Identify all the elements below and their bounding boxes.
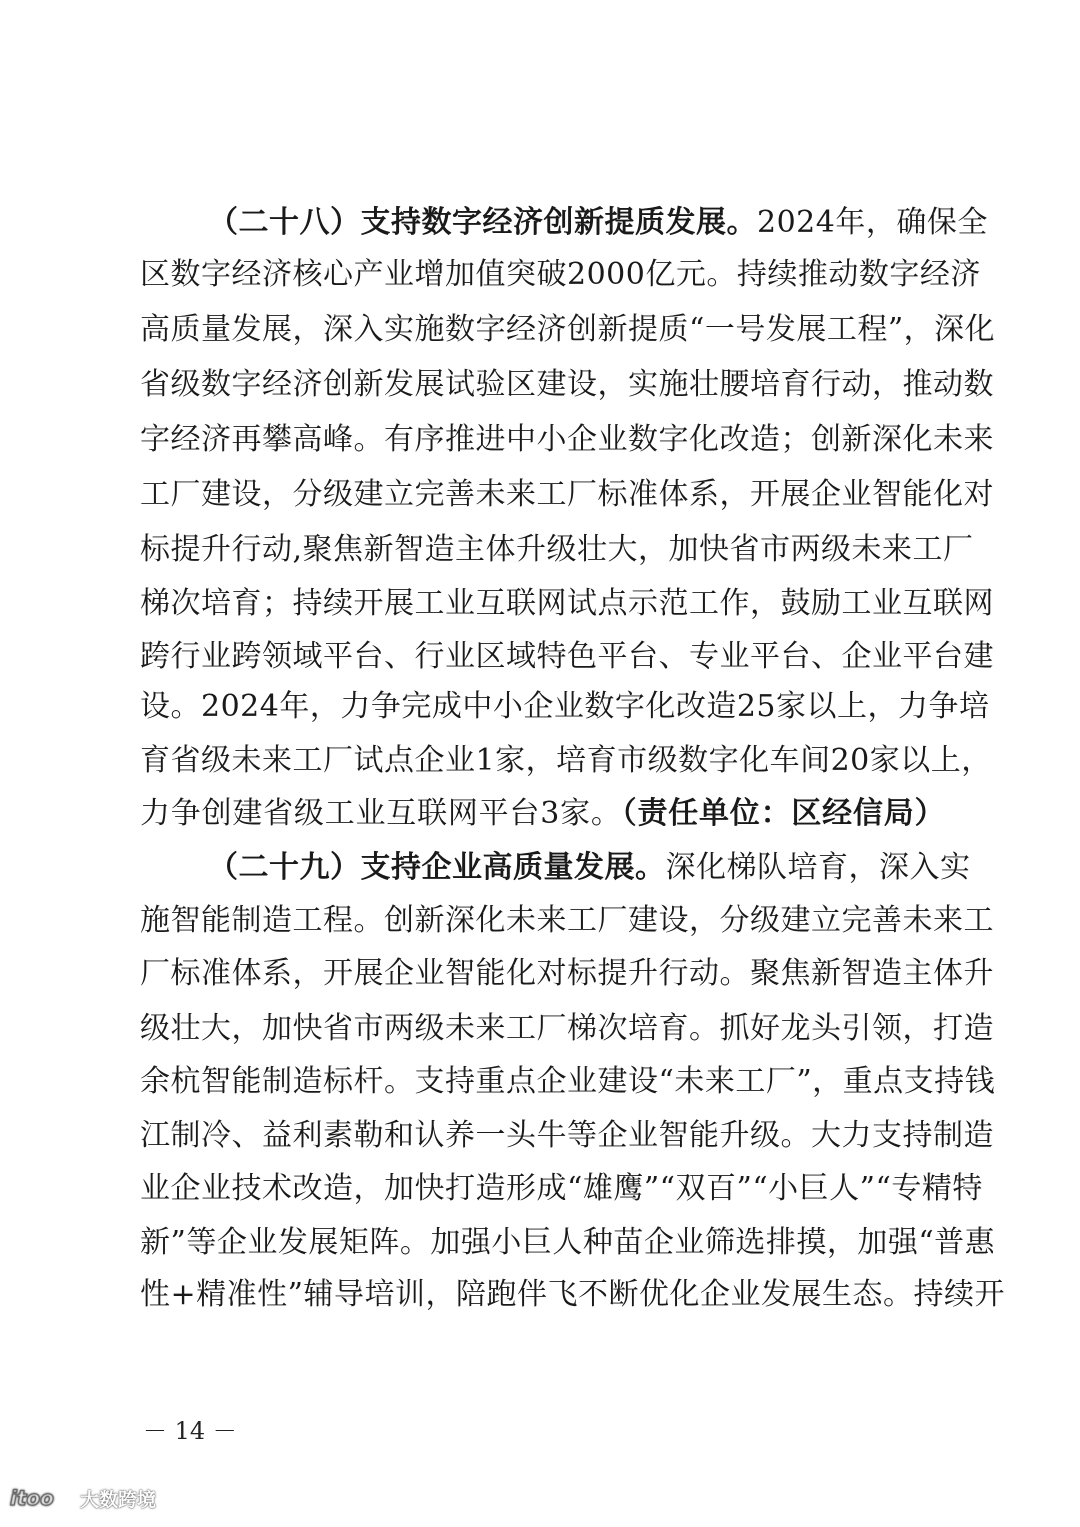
svg-text:itoo: itoo (10, 1486, 54, 1510)
watermark (8, 1482, 156, 1514)
paragraph-1-line-7: 标提升行动,聚焦新智造主体升级壮大，加快省市两级未来工厂 (140, 532, 974, 567)
paragraph-2-line-8: 新”等企业发展矩阵。加强小巨人种苗企业筛选排摸，加强“普惠 (140, 1225, 996, 1260)
paragraph-1-line-6: 工厂建设，分级建立完善未来工厂标准体系，开展企业智能化对 (140, 477, 994, 512)
paragraph-1-line-9: 跨行业跨领域平台、行业区域特色平台、专业平台、企业平台建 (140, 639, 994, 674)
heading-29: （二十九）支持企业高质量发展。 (208, 850, 666, 885)
paragraph-1-line-11: 育省级未来工厂试点企业1家，培育市级数字化车间20家以上， (140, 743, 992, 778)
paragraph-1-line-5: 字经济再攀高峰。有序推进中小企业数字化改造；创新深化未来 (140, 422, 994, 457)
paragraph-1-line-4: 省级数字经济创新发展试验区建设，实施壮腰培育行动，推动数 (140, 367, 994, 402)
paragraph-2-line-4: 级壮大，加快省市两级未来工厂梯次培育。抓好龙头引领，打造 (140, 1011, 994, 1046)
paragraph-1-line-8: 梯次培育；持续开展工业互联网试点示范工作，鼓励工业互联网 (140, 586, 994, 621)
paragraph-2-line-9: 性+精准性”辅导培训，陪跑伴飞不断优化企业发展生态。持续开 (140, 1277, 1005, 1312)
paragraph-2-line-2: 施智能制造工程。创新深化未来工厂建设，分级建立完善未来工 (140, 903, 994, 938)
paragraph-1-line-2: 区数字经济核心产业增加值突破2000亿元。持续推动数字经济 (140, 257, 981, 292)
paragraph-2-line-3: 厂标准体系，开展企业智能化对标提升行动。聚焦新智造主体升 (140, 956, 994, 991)
weibo-logo-icon (8, 1486, 74, 1510)
watermark-text: 大数跨境 (80, 1488, 157, 1511)
responsible-unit: （责任单位：区经信局） (621, 796, 946, 831)
paragraph-2-line-7: 业企业技术改造，加快打造形成“雄鹰”“双百”“小巨人”“专精特 (140, 1171, 983, 1206)
paragraph-2-line-6: 江制冷、益利素勒和认养一头牛等企业智能升级。大力支持制造 (140, 1118, 994, 1153)
paragraph-1-line-12: 力争创建省级工业互联网平台3家。（责任单位：区经信局） (140, 796, 946, 831)
paragraph-1-line-3: 高质量发展，深入实施数字经济创新提质“一号发展工程”，深化 (140, 312, 996, 347)
paragraph-1-line-1: （二十八）支持数字经济创新提质发展。2024年，确保全 (208, 205, 988, 240)
paragraph-2-line-1: （二十九）支持企业高质量发展。深化梯队培育，深入实 (208, 850, 971, 885)
paragraph-2-line-5: 余杭智能制造标杆。支持重点企业建设“未来工厂”，重点支持钱 (140, 1064, 996, 1099)
page-number: － 14 － (143, 1417, 237, 1445)
paragraph-1-line-10: 设。2024年，力争完成中小企业数字化改造25家以上，力争培 (140, 689, 990, 724)
heading-28: （二十八）支持数字经济创新提质发展。 (208, 205, 757, 240)
